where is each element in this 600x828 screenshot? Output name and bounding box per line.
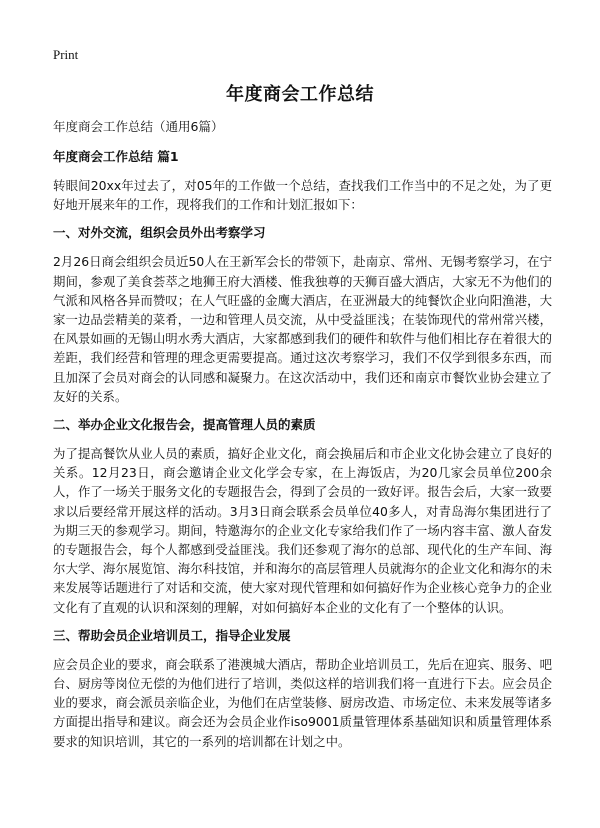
article-heading: 年度商会工作总结 篇1 (53, 149, 179, 164)
document-subtitle: 年度商会工作总结（通用6篇） (53, 119, 224, 134)
section-3-heading: 三、帮助会员企业培训员工，指导企业发展 (53, 627, 291, 643)
section-1-body: 2月26日商会组织会员近50人在王新军会长的带领下，赴南京、常州、无锡考察学习，在宁期间，参观了美食荟萃之地狮王府大酒楼、惟我独尊的天狮百盛大酒店，大家无不为他们的气派和风格各异而赞叹；在人气旺盛的金鹰大酒店，在亚洲最大的纯餐饮企业向阳渔港，大家一边品尝精美的菜肴，一边和管理人员交流，从中受益匪浅；在装饰现代的常州常兴楼，在风景如画的无锡山明水秀大酒店，大家都感到我们的硬件和软件与他们相比存在着很大的差距，我们经营和管理的理念更需要提高。通过这次考察学习，我们不仅学到很多东西，而且加深了会员对商会的认同感和凝聚力。在这次活动中，我们还和南京市餐饮业协会建立了友好的关系。 (53, 254, 552, 404)
section-2-heading: 二、举办企业文化报告会，提高管理人员的素质 (53, 417, 316, 433)
page-title: 年度商会工作总结 (226, 84, 374, 105)
intro-paragraph: 转眼间20xx年过去了，对05年的工作做一个总结，查找我们工作当中的不足之处，为了更好地开展来年的工作，现将我们的工作和计划汇报如下： (53, 178, 552, 213)
section-1-heading: 一、对外交流，组织会员外出考察学习 (53, 225, 266, 241)
print-link[interactable]: Print (53, 47, 79, 62)
article-content (53, 118, 552, 761)
section-2-body: 为了提高餐饮从业人员的素质，搞好企业文化，商会换届后和市企业文化协会建立了良好的关系。12月23日，商会邀请企业文化学会专家，在上海饭店，为20几家会员单位200余人，作了一场关于服务文化的专题报告会，得到了会员的一致好评。报告会后，大家一致要求以后要经常开展这样的活动。3月3日商会联系会员单位40多人，对青岛海尔集团进行了为期三天的参观学习。期间，特邀海尔的企业文化专家给我们作了一场内容丰富、激人奋发的专题报告会，每个人都感到受益匪浅。我们还参观了海尔的总部、现代化的生产车间、海尔大学、海尔展览馆、海尔科技馆，并和海尔的高层管理人员就海尔的企业文化和海尔的未来发展等话题进行了对话和交流，使大家对现代管理和如何搞好作为企业核心竞争力的企业文化有了直观的认识和深刻的理解，对如何搞好本企业的文化有了一个整体的认识。 (53, 446, 552, 615)
section-3-body: 应会员企业的要求，商会联系了港澳城大酒店，帮助企业培训员工，先后在迎宾、服务、吧台、厨房等岗位无偿的为他们进行了培训，类似这样的培训我们将一直进行下去。应会员企业的要求，商会派员亲临企业，为他们在店堂装修、厨房改造、市场定位、未来发展等诸多方面提出指导和建议。商会还为会员企业作iso9001质量管理体系基础知识和质量管理体系要求的知识培训，其它的一系列的培训都在计划之中。 (53, 656, 552, 749)
